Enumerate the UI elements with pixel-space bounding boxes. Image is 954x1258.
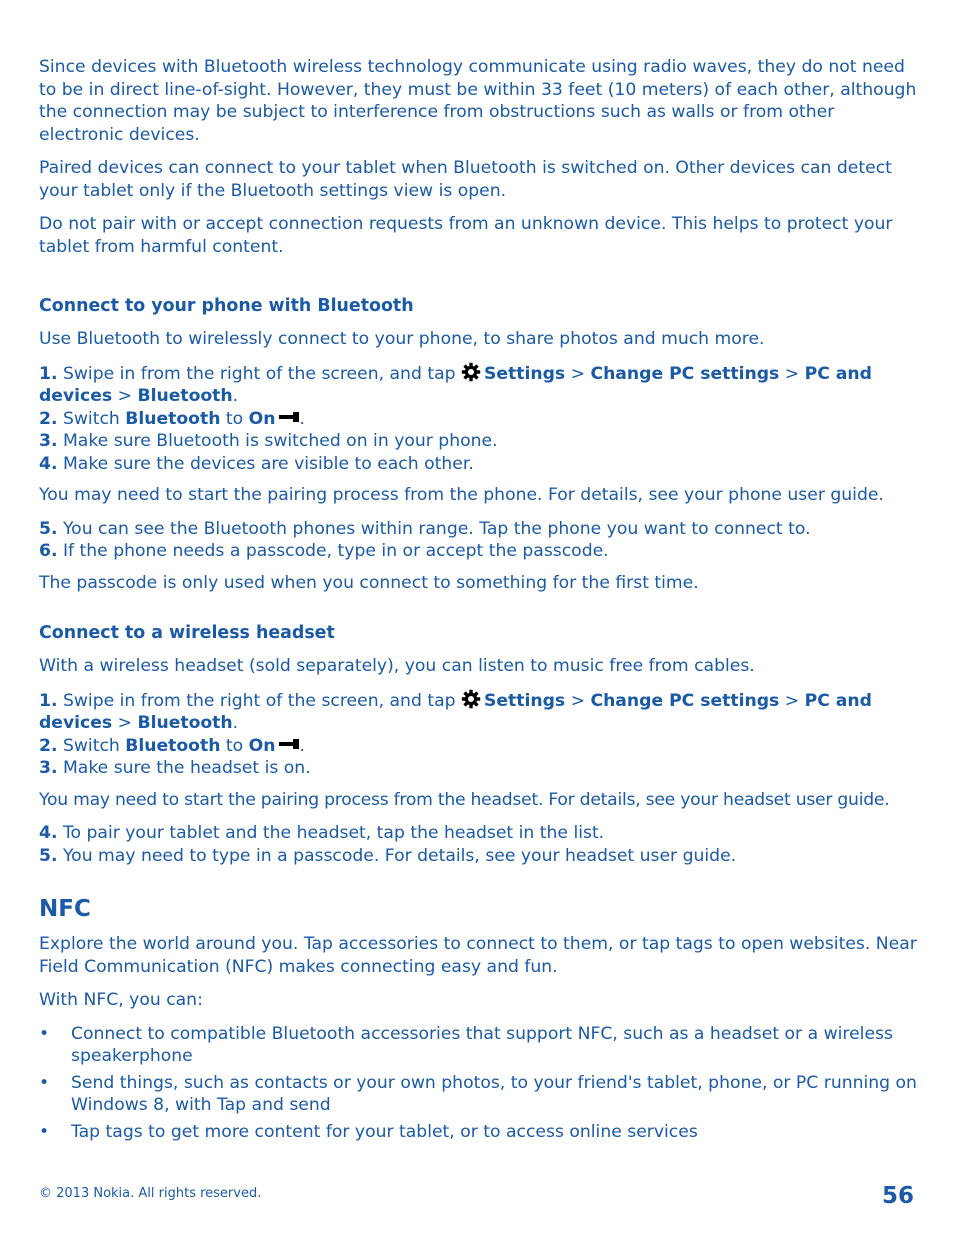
headset-section-intro: With a wireless headset (sold separately), you can listen to music free from cables.: [39, 656, 755, 676]
bullet: •: [39, 1072, 50, 1093]
nfc-paragraph-1: Explore the world around you. Tap accessories to connect to them, or tap tags to open websites. Near Field Communication (NFC) makes connecting easy and fun.: [39, 934, 917, 977]
nfc-bullet-list: [39, 1023, 919, 1144]
headset-note-1: You may need to start the pairing process from the headset. For details, see your headset user guide.: [39, 789, 890, 810]
copyright-footer: © 2013 Nokia. All rights reserved.: [39, 1186, 262, 1201]
headset-steps-1-3: [39, 689, 919, 780]
headset-steps-4-5: [39, 822, 919, 867]
phone-step-2: 2. Switch Bluetooth to On .: [39, 408, 305, 429]
toggle-switch-icon: [279, 739, 299, 749]
headset-step-4: 4. To pair your tablet and the headset, tap the headset in the list.: [39, 823, 605, 843]
phone-step-5: 5. You can see the Bluetooth phones within range. Tap the phone you want to connect to.: [39, 518, 811, 539]
intro-paragraph-3: Do not pair with or accept connection requests from an unknown device. This helps to protect your tablet from harmful content.: [39, 214, 893, 257]
list-item: • Send things, such as contacts or your own photos, to your friend's tablet, phone, or PC running on Windows 8, with Tap and send: [39, 1072, 917, 1115]
gear-icon: [461, 689, 481, 709]
gear-icon: [461, 362, 481, 382]
headset-section-heading: Connect to a wireless headset: [39, 623, 335, 643]
page-number: 56: [881, 1183, 914, 1209]
intro-paragraph-2: Paired devices can connect to your tablet when Bluetooth is switched on. Other devices can detect your tablet only if the Bluetooth settings view is open.: [39, 158, 892, 201]
phone-step-6: 6. If the phone needs a passcode, type in or accept the passcode.: [39, 541, 609, 561]
intro-paragraph-1: Since devices with Bluetooth wireless technology communicate using radio waves, they do not need to be in direct line-of-sight. However, they must be within 33 feet (10 meters) of each other, although the connection may be subject to interference from obstructions such as walls or from other electronic devices.: [39, 57, 917, 145]
phone-section-heading: Connect to your phone with Bluetooth: [39, 296, 414, 316]
headset-step-5: 5. You may need to type in a passcode. For details, see your headset user guide.: [39, 845, 737, 866]
phone-section-intro: Use Bluetooth to wirelessly connect to your phone, to share photos and much more.: [39, 329, 765, 349]
nfc-heading: NFC: [39, 896, 91, 922]
headset-step-2: 2. Switch Bluetooth to On .: [39, 735, 305, 756]
list-item: • Connect to compatible Bluetooth accessories that support NFC, such as a headset or a wireless speakerphone: [39, 1023, 893, 1066]
headset-step-3: 3. Make sure the headset is on.: [39, 758, 311, 778]
toggle-switch-icon: [279, 412, 299, 422]
phone-note-1: You may need to start the pairing process from the phone. For details, see your phone user guide.: [39, 485, 884, 505]
headset-step-1: 1. Swipe in from the right of the screen, and tap Settings > Change PC settings > PC and devices > Bluetooth.: [39, 690, 872, 733]
phone-note-2: The passcode is only used when you connect to something for the first time.: [39, 572, 699, 593]
list-item: • Tap tags to get more content for your tablet, or to access online services: [39, 1121, 698, 1142]
bullet: •: [39, 1121, 50, 1142]
page-content: [39, 56, 919, 1147]
phone-step-3: 3. Make sure Bluetooth is switched on in your phone.: [39, 431, 498, 451]
phone-steps-5-6: [39, 518, 919, 563]
phone-steps-1-4: [39, 362, 919, 476]
bullet: •: [39, 1023, 50, 1044]
phone-step-4: 4. Make sure the devices are visible to each other.: [39, 453, 474, 474]
nfc-paragraph-2: With NFC, you can:: [39, 990, 203, 1010]
phone-step-1: 1. Swipe in from the right of the screen, and tap Settings > Change PC settings > PC and devices > Bluetooth.: [39, 363, 872, 406]
